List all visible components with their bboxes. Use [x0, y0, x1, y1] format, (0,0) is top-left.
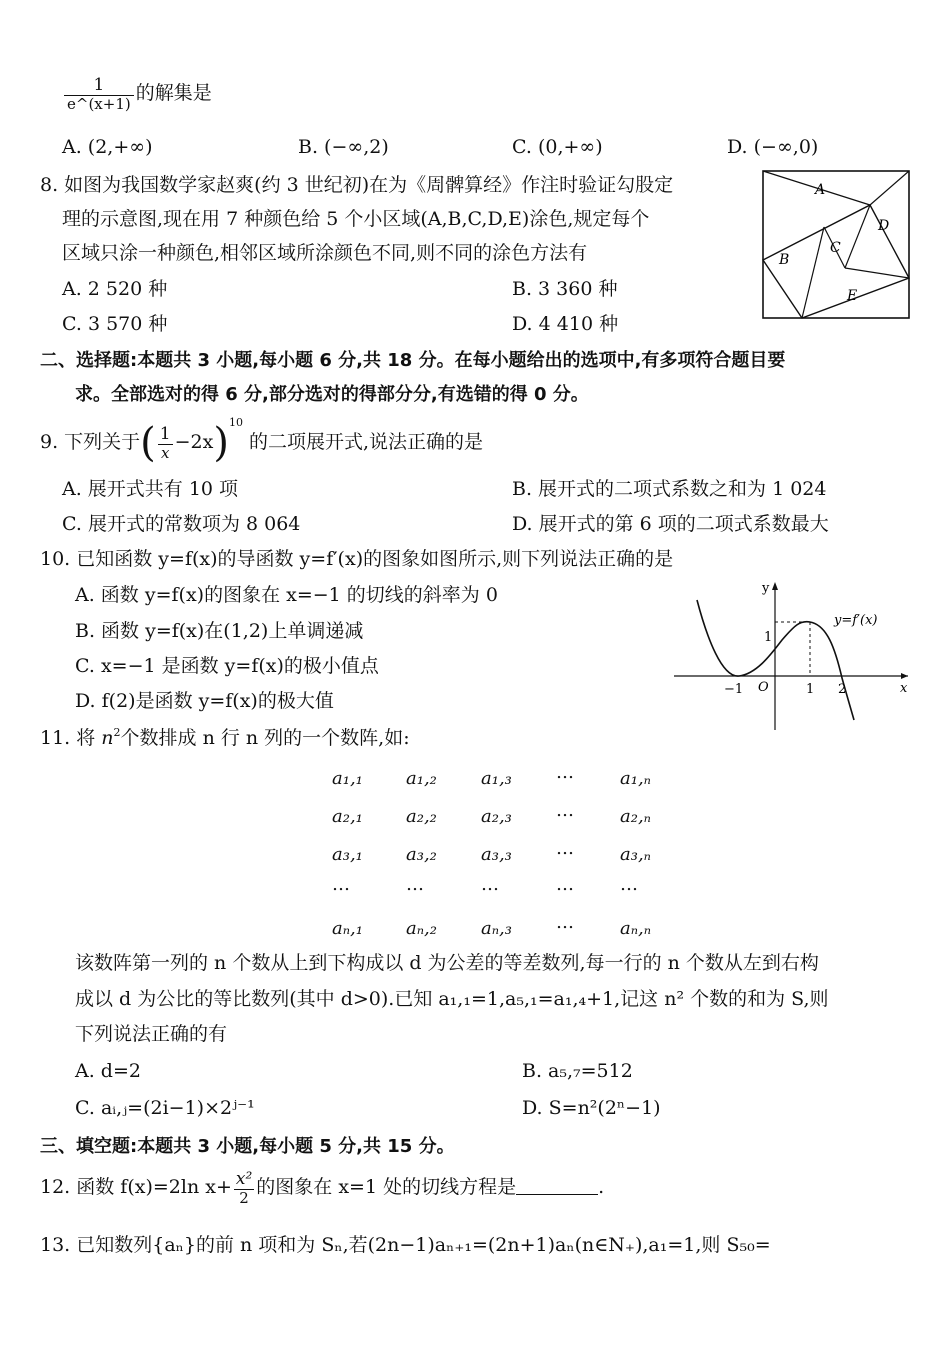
origin-label: O — [758, 680, 769, 695]
region-label-d: D — [878, 218, 890, 234]
q8-option-a[interactable]: A. 2 520 种 — [62, 278, 168, 300]
matrix-cell: … — [406, 874, 424, 895]
matrix-cell: a₁,₂ — [406, 768, 437, 789]
y-axis-label: y — [762, 581, 770, 596]
x-axis-label: x — [900, 681, 908, 696]
matrix-cell: … — [556, 912, 574, 933]
q11-para-line1: 该数阵第一列的 n 个数从上到下构成以 d 为公差的等差数列,每一行的 n 个数从左到右构 — [75, 952, 819, 974]
q11-para-line2: 成以 d 为公比的等比数列(其中 d>0).已知 a₁,₁=1,a₅,₁=a₁,₄+1,记这 n² 个数的和为 S,则 — [75, 988, 829, 1010]
tick-neg1: −1 — [724, 682, 744, 697]
matrix-cell: … — [556, 874, 574, 895]
q10-option-d[interactable]: D. f(2)是函数 y=f(x)的极大值 — [75, 690, 334, 712]
q7-option-c[interactable]: C. (0,+∞) — [512, 136, 603, 158]
region-label-e: E — [847, 288, 858, 304]
q8-option-c[interactable]: C. 3 570 种 — [62, 313, 168, 335]
tick-1: 1 — [806, 682, 815, 697]
q10-stem: 10. 已知函数 y=f(x)的导函数 y=f′(x)的图象如图所示,则下列说法正确的是 — [40, 548, 674, 570]
q9-option-a[interactable]: A. 展开式共有 10 项 — [62, 478, 239, 500]
q9-option-c[interactable]: C. 展开式的常数项为 8 064 — [62, 513, 301, 535]
q8-option-b[interactable]: B. 3 360 种 — [512, 278, 618, 300]
q8-option-d[interactable]: D. 4 410 种 — [512, 313, 619, 335]
matrix-cell: … — [332, 874, 350, 895]
section2-heading-line1: 二、选择题:本题共 3 小题,每小题 6 分,共 18 分。在每小题给出的选项中,有多项符合题目要 — [40, 350, 786, 371]
section2-heading-line2: 求。全部选对的得 6 分,部分选对的得部分分,有选错的得 0 分。 — [75, 384, 589, 405]
matrix-cell: a₃,₃ — [481, 844, 512, 865]
matrix-cell: … — [556, 838, 574, 859]
matrix-cell: aₙ,₃ — [481, 918, 512, 939]
q10-option-b[interactable]: B. 函数 y=f(x)在(1,2)上单调递减 — [75, 620, 364, 642]
q11-option-b[interactable]: B. a₅,₇=512 — [522, 1060, 633, 1082]
region-label-c: C — [830, 240, 841, 256]
q8-zhao-shuang-figure — [762, 170, 910, 320]
matrix-cell: a₂,₂ — [406, 806, 437, 827]
q7-stem-tail: $\frac{1}{e\^{}(x+1)}$ 的解集是 — [62, 76, 212, 112]
q9-option-b[interactable]: B. 展开式的二项式系数之和为 1 024 — [512, 478, 827, 500]
q7-option-a[interactable]: A. (2,+∞) — [62, 136, 153, 158]
q12-stem: 12. 函数 f(x)=2ln x+ $\frac{\text{x²}}{2}$ 的图象在 x=1 处的切线方程是 . — [40, 1169, 605, 1207]
q10-derivative-graph — [672, 578, 912, 733]
q7-option-d[interactable]: D. (−∞,0) — [727, 136, 819, 158]
q12-answer-blank[interactable] — [516, 1176, 598, 1195]
region-label-b: B — [779, 252, 790, 268]
matrix-cell: aₙ,ₙ — [620, 918, 652, 939]
q9-stem: 9. 下列关于( $\frac{1}{x}$ −2x)$^{10}$ 的二项展开式,说法正确的是 — [40, 416, 484, 466]
matrix-cell: … — [556, 800, 574, 821]
section3-heading: 三、填空题:本题共 3 小题,每小题 5 分,共 15 分。 — [40, 1136, 455, 1157]
q11-option-d[interactable]: D. S=n²(2ⁿ−1) — [522, 1097, 661, 1119]
q10-option-c[interactable]: C. x=−1 是函数 y=f(x)的极小值点 — [75, 655, 379, 677]
q12-fraction: $\frac{\text{x²}}{2}$ — [235, 1169, 253, 1207]
matrix-cell: a₂,ₙ — [620, 806, 651, 827]
q11-stem: 11. 将 $n^2$个数排成 n 行 n 列的一个数阵,如: — [40, 726, 410, 749]
q8-stem-line1: 8. 如图为我国数学家赵爽(约 3 世纪初)在为《周髀算经》作注时验证勾股定 — [40, 174, 674, 196]
tick-2: 2 — [838, 682, 847, 697]
q10-option-a[interactable]: A. 函数 y=f(x)的图象在 x=−1 的切线的斜率为 0 — [75, 584, 498, 606]
matrix-cell: a₃,₂ — [406, 844, 437, 865]
tick-y1: 1 — [764, 630, 773, 645]
matrix-cell: a₁,₁ — [332, 768, 363, 789]
q8-stem-line2: 理的示意图,现在用 7 种颜色给 5 个小区域(A,B,C,D,E)涂色,规定每个 — [62, 208, 650, 230]
matrix-cell: … — [481, 874, 499, 895]
matrix-cell: aₙ,₁ — [332, 918, 363, 939]
matrix-cell: a₁,ₙ — [620, 768, 651, 789]
matrix-cell: a₁,₃ — [481, 768, 512, 789]
q7-fraction: $\frac{1}{e\^{}(x+1)}$ — [64, 76, 134, 112]
matrix-cell: a₂,₃ — [481, 806, 512, 827]
q11-option-a[interactable]: A. d=2 — [75, 1060, 141, 1082]
matrix-cell: … — [620, 874, 638, 895]
matrix-cell: a₂,₁ — [332, 806, 363, 827]
matrix-cell: aₙ,₂ — [406, 918, 437, 939]
q9-fraction: $\frac{1}{x}$ — [159, 423, 171, 462]
q11-para-line3: 下列说法正确的有 — [75, 1023, 228, 1045]
q13-stem: 13. 已知数列{aₙ}的前 n 项和为 Sₙ,若(2n−1)aₙ₊₁=(2n+1)aₙ(n∈N₊),a₁=1,则 S₅₀= — [40, 1234, 771, 1256]
region-label-a: A — [815, 182, 826, 198]
q9-option-d[interactable]: D. 展开式的第 6 项的二项式系数最大 — [512, 513, 829, 535]
matrix-cell: a₃,ₙ — [620, 844, 651, 865]
matrix-cell: a₃,₁ — [332, 844, 363, 865]
q11-option-c[interactable]: C. aᵢ,ⱼ=(2i−1)×2ʲ⁻¹ — [75, 1097, 255, 1119]
matrix-cell: … — [556, 762, 574, 783]
q7-option-b[interactable]: B. (−∞,2) — [298, 136, 389, 158]
curve-label: y=f′(x) — [834, 613, 878, 628]
q8-stem-line3: 区域只涂一种颜色,相邻区域所涂颜色不同,则不同的涂色方法有 — [62, 242, 588, 264]
